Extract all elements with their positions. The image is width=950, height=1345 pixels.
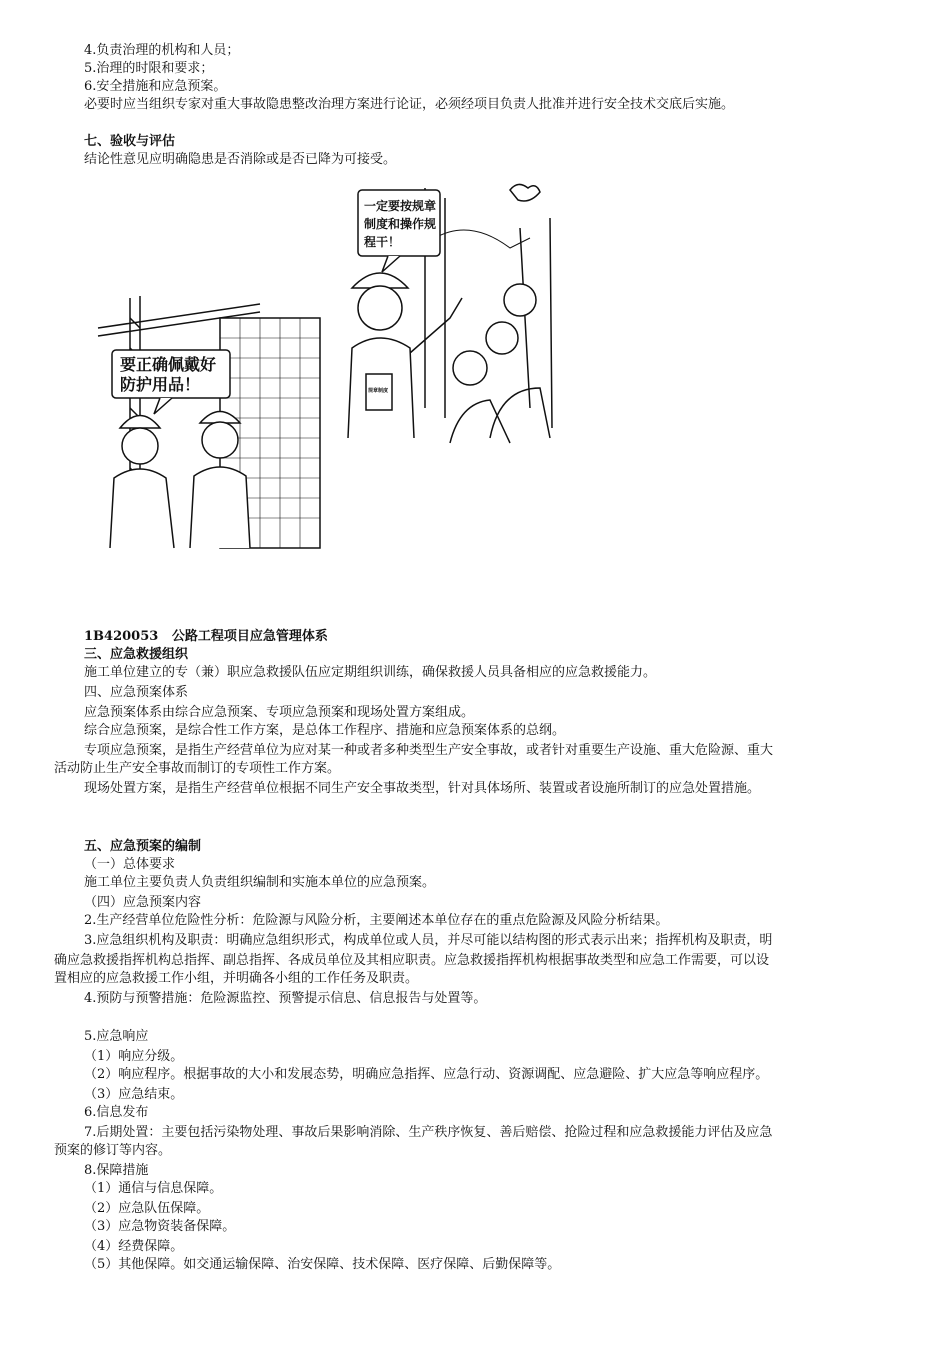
list-item: （3）应急物资装备保障。	[84, 1219, 236, 1234]
subsection-heading: （四）应急预案内容	[84, 895, 202, 910]
section-heading: 七、验收与评估	[84, 134, 176, 149]
paragraph: 施工单位建立的专（兼）职应急救援队伍应定期组织训练，确保救援人员具备相应的应急救援能力。	[84, 665, 657, 680]
list-item: 8.保障措施	[84, 1163, 149, 1178]
paragraph: 活动防止生产安全事故而制订的专项性工作方案。	[54, 761, 341, 776]
paragraph: 结论性意见应明确隐患是否消除或是否已降为可接受。	[84, 152, 397, 167]
bubble-right-line1: 一定要按规章	[364, 199, 437, 213]
paragraph: 专项应急预案，是指生产经营单位为应对某一种或者多种类型生产安全事故，或者针对重要生产设施、重大危险源、重大	[84, 743, 774, 758]
safety-cartoon-illustration	[90, 178, 560, 558]
paragraph: 应急预案体系由综合应急预案、专项应急预案和现场处置方案组成。	[84, 705, 475, 720]
list-item: （2）应急队伍保障。	[84, 1201, 210, 1216]
section-title	[84, 628, 328, 646]
list-item: 2.生产经营单位危险性分析：危险源与风险分析，主要阐述本单位存在的重点危险源及风险分析结果。	[84, 913, 669, 928]
paragraph: 施工单位主要负责人负责组织编制和实施本单位的应急预案。	[84, 875, 436, 890]
list-item: （4）经费保障。	[84, 1239, 184, 1254]
list-item: 5.治理的时限和要求；	[84, 61, 214, 76]
book-label: 规章制度	[368, 388, 389, 394]
list-item: （3）应急结束。	[84, 1087, 184, 1102]
list-item: （1）通信与信息保障。	[84, 1181, 223, 1196]
list-item: 4.预防与预警措施：危险源监控、预警提示信息、信息报告与处置等。	[84, 991, 487, 1006]
list-item: 6.安全措施和应急预案。	[84, 79, 227, 94]
bubble-left-line2: 防护用品！	[120, 375, 201, 394]
list-item: 确应急救援指挥机构总指挥、副总指挥、各成员单位及其相应职责。应急救援指挥机构根据事故类型和应急工作需要，可以设	[54, 953, 770, 968]
list-item: （5）其他保障。如交通运输保障、治安保障、技术保障、医疗保障、后勤保障等。	[84, 1257, 561, 1272]
list-item: （2）响应程序。根据事故的大小和发展态势，明确应急指挥、应急行动、资源调配、应急避险、扩大应急等响应程序。	[84, 1067, 769, 1082]
list-item: 6.信息发布	[84, 1105, 149, 1120]
paragraph: 必要时应当组织专家对重大事故隐患整改治理方案进行论证，必须经项目负责人批准并进行安全技术交底后实施。	[84, 97, 735, 112]
paragraph: 现场处置方案，是指生产经营单位根据不同生产安全事故类型，针对具体场所、装置或者设施所制订的应急处置措施。	[84, 781, 761, 796]
list-item: （1）响应分级。	[84, 1049, 184, 1064]
paragraph: 综合应急预案，是综合性工作方案，是总体工作程序、措施和应急预案体系的总纲。	[84, 723, 566, 738]
bubble-right-line3: 程干！	[364, 235, 401, 249]
section-heading: 五、应急预案的编制	[84, 839, 202, 854]
list-item: 4.负责治理的机构和人员；	[84, 43, 240, 58]
list-item: 5.应急响应	[84, 1029, 149, 1044]
subsection-heading: 三、应急救援组织	[84, 647, 189, 662]
list-item: 3.应急组织机构及职责：明确应急组织形式，构成单位或人员，并尽可能以结构图的形式表示出来；指挥机构及职责，明	[84, 933, 773, 948]
bubble-right-line2: 制度和操作规	[364, 217, 437, 231]
bubble-left-line1: 要正确佩戴好	[120, 355, 217, 374]
list-item: 7.后期处置：主要包括污染物处理、事故后果影响消除、生产秩序恢复、善后赔偿、抢险过程和应急救援能力评估及应急	[84, 1125, 773, 1140]
section-code: 1B420053	[84, 629, 159, 644]
subsection-heading: （一）总体要求	[84, 857, 176, 872]
section-title-text: 公路工程项目应急管理体系	[171, 629, 328, 644]
list-item: 置相应的应急救援工作小组，并明确各小组的工作任务及职责。	[54, 971, 419, 986]
list-item: 预案的修订等内容。	[54, 1143, 172, 1158]
subsection-heading: 四、应急预案体系	[84, 685, 189, 700]
